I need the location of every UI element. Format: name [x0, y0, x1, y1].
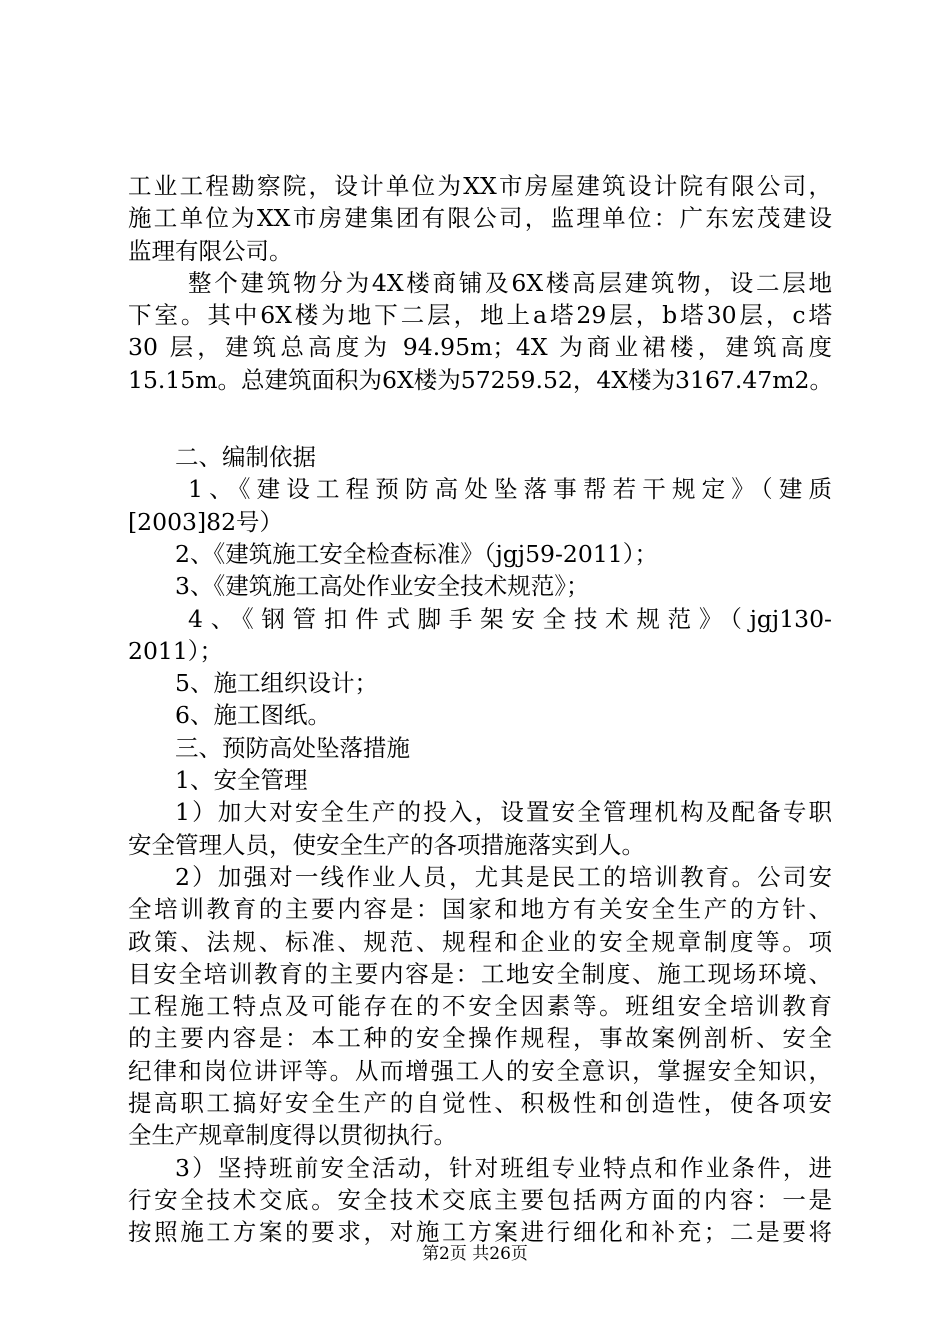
section-heading: 二、编制依据 — [175, 443, 316, 472]
text-line: 目安全培训教育的主要内容是：工地安全制度、施工现场环境、 — [128, 959, 832, 988]
list-item: 5、施工组织设计； — [175, 669, 378, 698]
text-line: 整个建筑物分为4X楼商铺及6X楼高层建筑物，设二层地 — [188, 268, 832, 297]
text-line: 施工单位为XX市房建集团有限公司，监理单位：广东宏茂建设 — [128, 204, 832, 233]
text-line: 工程施工特点及可能存在的不安全因素等。班组安全培训教育 — [128, 992, 832, 1021]
subsection-heading: 1、安全管理 — [175, 766, 308, 795]
page-number-footer: 第2页 共26页 — [422, 1244, 528, 1264]
list-item: 2、《建筑施工安全检查标准》（jgj59-2011）； — [175, 539, 658, 568]
text-line: 政策、法规、标准、规范、规程和企业的安全规章制度等。项 — [128, 927, 832, 956]
text-line: 的主要内容是：本工种的安全操作规程，事故案例剖析、安全 — [128, 1024, 832, 1053]
text-line: 行安全技术交底。安全技术交底主要包括两方面的内容：一是 — [128, 1185, 832, 1214]
section-heading: 三、预防高处坠落措施 — [175, 733, 410, 762]
text-line: 工业工程勘察院，设计单位为XX市房屋建筑设计院有限公司， — [128, 172, 832, 200]
list-item-continuation: 2011）； — [128, 636, 224, 665]
text-line: 15.15m。总建筑面积为6X楼为57259.52，4X楼为3167.47m2。 — [128, 365, 833, 394]
text-line: 全培训教育的主要内容是：国家和地方有关安全生产的方针、 — [128, 895, 832, 924]
text-line: 下室。其中6X楼为地下二层，地上a塔29层，b塔30层，c塔 — [128, 301, 832, 330]
text-line: 3）坚持班前安全活动，针对班组专业特点和作业条件，进 — [175, 1153, 832, 1182]
text-line: 全生产规章制度得以贯彻执行。 — [128, 1121, 457, 1150]
list-item: 6、施工图纸。 — [175, 701, 331, 730]
text-line: 30 层，建筑总高度为 94.95m；4X 为商业裙楼，建筑高度 — [128, 333, 832, 362]
text-line: 提高职工搞好安全生产的自觉性、积极性和创造性，使各项安 — [128, 1089, 832, 1118]
list-item: 3、《建筑施工高处作业安全技术规范》； — [175, 572, 590, 601]
paragraph-gap — [128, 396, 832, 441]
list-item-continuation: [2003]82号） — [128, 507, 284, 536]
list-item: 4、《钢管扣件式脚手架安全技术规范》（jgj130- — [188, 604, 832, 633]
text-line: 按照施工方案的要求，对施工方案进行细化和补充；二是要将 — [128, 1218, 832, 1247]
text-line: 1）加大对安全生产的投入，设置安全管理机构及配备专职 — [175, 798, 832, 827]
text-line: 安全管理人员，使安全生产的各项措施落实到人。 — [128, 830, 645, 859]
list-item: 1、《建设工程预防高处坠落事帮若干规定》（建质 — [188, 475, 832, 504]
text-line: 纪律和岗位讲评等。从而增强工人的安全意识，掌握安全知识， — [128, 1056, 832, 1085]
text-line: 监理有限公司。 — [128, 236, 293, 265]
text-line: 2）加强对一线作业人员，尤其是民工的培训教育。公司安 — [175, 862, 832, 891]
body-text — [128, 170, 832, 1249]
